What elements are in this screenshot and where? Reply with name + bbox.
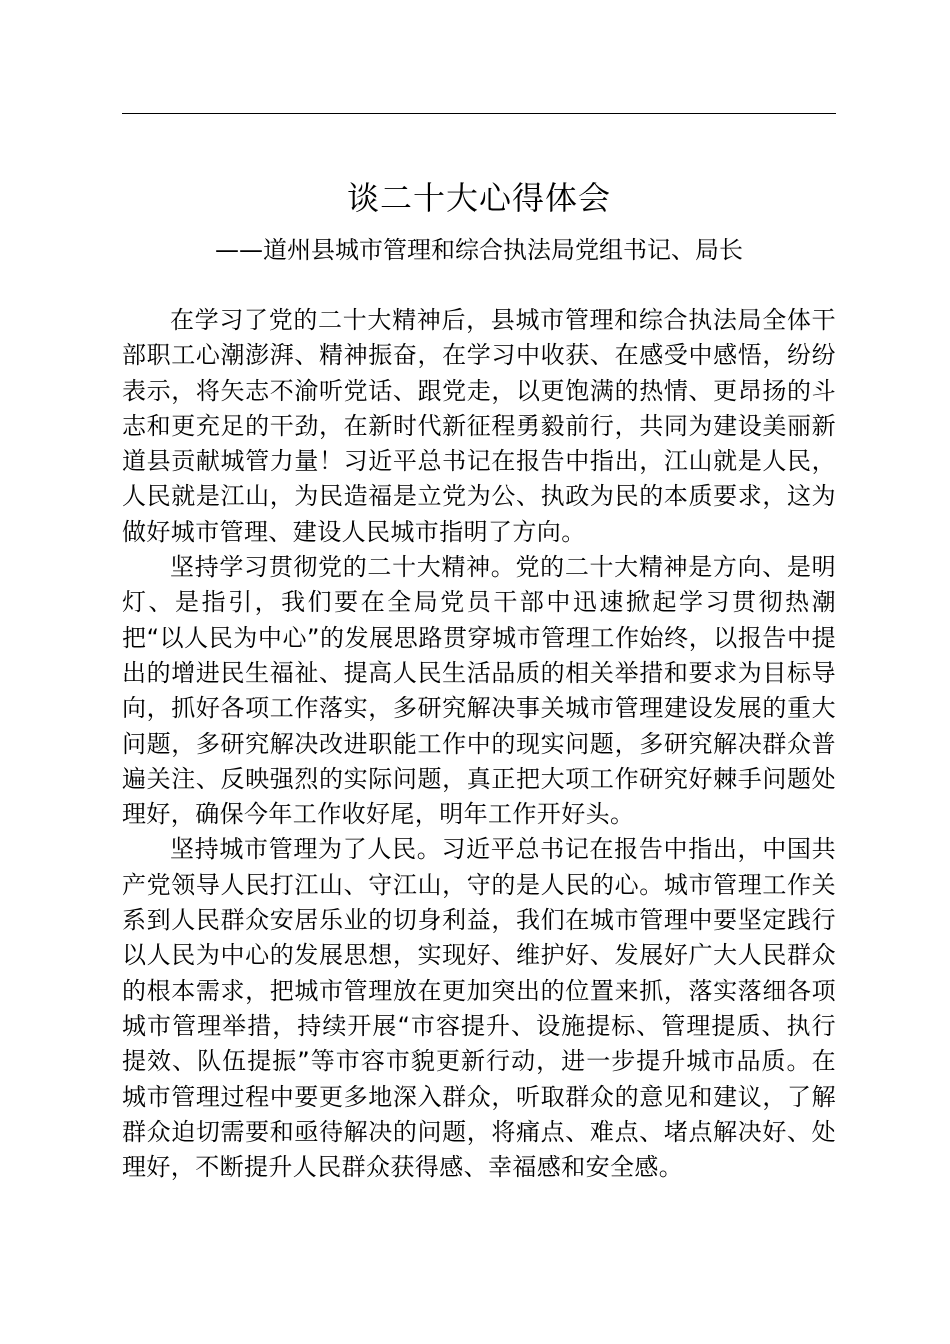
document-subtitle: ——道州县城市管理和综合执法局党组书记、局长 — [215, 236, 743, 264]
body-paragraph-2: 坚持学习贯彻党的二十大精神。党的二十大精神是方向、是明灯、是指引，我们要在全局党员干部中迅速掀起学习贯彻热潮把“以人民为中心”的发展思路贯穿城市管理工作始终，以报告中提出的增进民生福祉、提高人民生活品质的相关举措和要求为目标导向，抓好各项工作落实，多研究解决事关城市管理建设发展的重大问题，多研究解决改进职能工作中的现实问题，多研究解决群众普遍关注、反映强烈的实际问题，真正把大项工作研究好棘手问题处理好，确保今年工作收好尾，明年工作开好头。 — [122, 553, 836, 829]
body-paragraph-3: 坚持城市管理为了人民。习近平总书记在报告中指出，中国共产党领导人民打江山、守江山，守的是人民的心。城市管理工作关系到人民群众安居乐业的切身利益，我们在城市管理中要坚定践行以人民为中心的发展思想，实现好、维护好、发展好广大人民群众的根本需求，把城市管理放在更加突出的位置来抓，落实落细各项城市管理举措，持续开展“市容提升、设施提标、管理提质、执行提效、队伍提振”等市容市貌更新行动，进一步提升城市品质。在城市管理过程中要更多地深入群众，听取群众的意见和建议，了解群众迫切需要和亟待解决的问题，将痛点、难点、堵点解决好、处理好，不断提升人民群众获得感、幸福感和安全感。 — [122, 835, 837, 1182]
header-rule — [122, 113, 836, 114]
document-body — [122, 303, 836, 1185]
document-title: 谈二十大心得体会 — [346, 179, 611, 217]
body-paragraph-1: 在学习了党的二十大精神后，县城市管理和综合执法局全体干部职工心潮澎湃、精神振奋，在学习中收获、在感受中感悟，纷纷表示，将矢志不渝听党话、跟党走，以更饱满的热情、更昂扬的斗志和更充足的干劲，在新时代新征程勇毅前行，共同为建设美丽新道县贡献城管力量！习近平总书记在报告中指出，江山就是人民，人民就是江山，为民造福是立党为公、执政为民的本质要求，这为做好城市管理、建设人民城市指明了方向。 — [122, 306, 836, 546]
